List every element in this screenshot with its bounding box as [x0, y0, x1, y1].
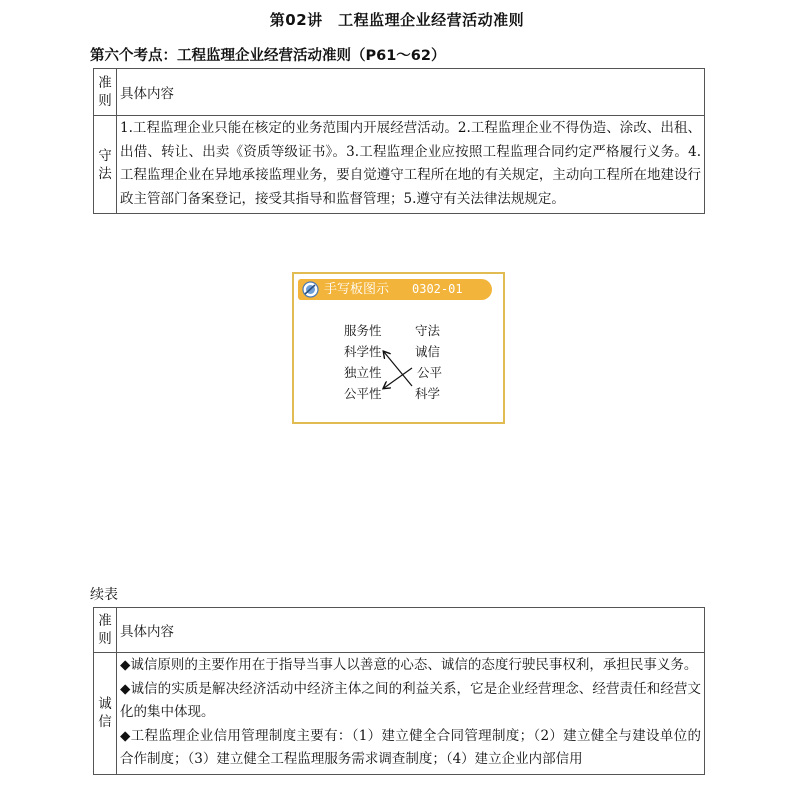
- diagram-code: 0302-01: [412, 282, 463, 296]
- row-label: 守法: [94, 116, 117, 214]
- left-term: 公平性: [344, 386, 382, 401]
- header-criteria: 准则: [94, 608, 117, 653]
- diagram-label: 手写板图示: [324, 282, 390, 297]
- cross-arrows: [294, 274, 503, 422]
- criteria-table-2: [93, 607, 705, 775]
- handwriting-diagram: [292, 272, 505, 424]
- right-term: 公平: [417, 365, 443, 380]
- bullet-item: ◆诚信原则的主要作用在于指导当事人以善意的心态、诚信的态度行驶民事权利，承担民事义务。: [120, 657, 698, 673]
- header-criteria: 准则: [94, 69, 117, 116]
- table-row: [94, 653, 705, 775]
- right-term: 诚信: [415, 344, 441, 359]
- table-header-row: [94, 69, 705, 116]
- arrow-to-kexuexing: [384, 352, 412, 386]
- header-content: 具体内容: [117, 69, 705, 116]
- arrow-to-gongpingxing: [384, 368, 412, 388]
- right-term: 守法: [415, 323, 441, 338]
- header-content: 具体内容: [117, 608, 705, 653]
- page-title: 第02讲 工程监理企业经营活动准则: [269, 11, 525, 29]
- left-term: 服务性: [344, 323, 382, 338]
- row-label: 诚信: [94, 653, 117, 775]
- left-term: 独立性: [344, 365, 382, 380]
- right-term: 科学: [415, 386, 441, 401]
- table-row: [94, 116, 705, 214]
- row-content: [117, 653, 705, 775]
- bullet-item: ◆诚信的实质是解决经济活动中经济主体之间的利益关系，它是企业经营理念、经营责任和经营文化的集中体现。: [120, 680, 701, 720]
- continued-label: 续表: [90, 587, 118, 603]
- bullet-item: ◆工程监理企业信用管理制度主要有：（1）建立健全合同管理制度；（2）建立健全与建设单位的合作制度；（3）建立健全工程监理服务需求调查制度；（4）建立企业内部信用: [120, 727, 701, 767]
- row-content: 1.工程监理企业只能在核定的业务范围内开展经营活动。2.工程监理企业不得伪造、涂改、出租、出借、转让、出卖《资质等级证书》。3.工程监理企业应按照工程监理合同约定严格履行义务。4.工程监理企业在异地承接监理业务，要自觉遵守工程所在地的有关规定，主动向工程所在地建设行政主管部门备案登记，接受其指导和监督管理；5.遵守有关法律法规规定。: [117, 116, 705, 214]
- table-header-row: [94, 608, 705, 653]
- left-term: 科学性: [344, 344, 382, 359]
- criteria-table-1: [93, 68, 705, 214]
- section-heading: 第六个考点：工程监理企业经营活动准则（P61～62）: [90, 48, 446, 64]
